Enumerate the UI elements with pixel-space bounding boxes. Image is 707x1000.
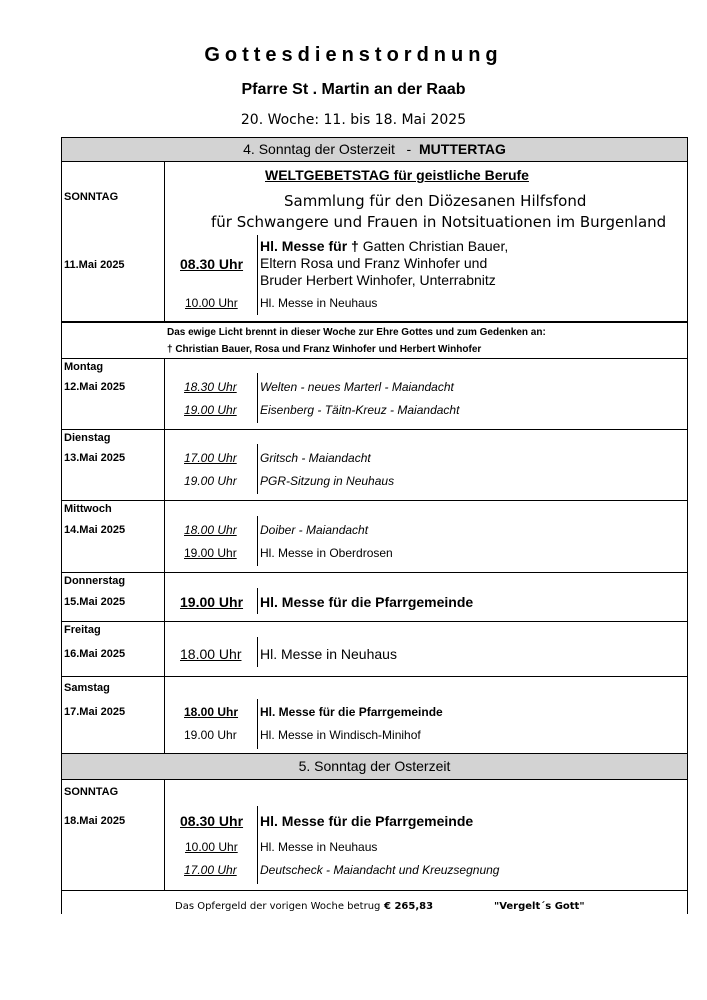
parish-name: Pfarre St . Martin an der Raab — [241, 81, 466, 98]
event: Hl. Messe für die Pfarrgemeinde — [260, 705, 443, 719]
column-divider — [164, 779, 165, 890]
divider — [62, 753, 687, 754]
divider — [62, 572, 687, 573]
weekday: SONNTAG — [64, 191, 119, 203]
time: 19.00 Uhr — [180, 594, 244, 610]
column-divider — [164, 358, 165, 753]
weekday: Samstag — [64, 682, 110, 694]
time: 18.00 Uhr — [184, 705, 239, 719]
collection-line: Sammlung für den Diözesanen Hilfsfond — [284, 192, 587, 210]
weekday: SONNTAG — [64, 786, 119, 798]
light-names: † Christian Bauer, Rosa und Franz Winhofer und Herbert Winhofer — [167, 344, 482, 355]
time: 08.30 Uhr — [180, 256, 244, 272]
time: 19.00 Uhr — [184, 546, 237, 560]
divider — [62, 500, 687, 501]
time: 19.00 Uhr — [184, 728, 237, 742]
event: Hl. Messe für † Gatten Christian Bauer, — [260, 238, 509, 254]
weekday: Montag — [64, 361, 104, 373]
event: Hl. Messe in Neuhaus — [260, 646, 397, 662]
event: Deutscheck - Maiandacht und Kreuzsegnung — [260, 863, 500, 877]
date: 14.Mai 2025 — [64, 524, 126, 536]
date: 12.Mai 2025 — [64, 381, 126, 393]
event: Hl. Messe in Oberdrosen — [260, 546, 393, 560]
time: 18.30 Uhr — [184, 380, 237, 394]
divider — [62, 779, 687, 780]
event: Hl. Messe in Windisch-Minihof — [260, 728, 421, 742]
event: PGR-Sitzung in Neuhaus — [260, 474, 395, 488]
divider — [62, 621, 687, 622]
time: 08.30 Uhr — [180, 813, 244, 829]
event: Hl. Messe für die Pfarrgemeinde — [260, 594, 474, 610]
offering-text: Das Opfergeld der vorigen Woche betrug — [175, 901, 381, 912]
notice: WELTGEBETSTAG für geistliche Berufe — [265, 167, 529, 183]
time: 10.00 Uhr — [185, 840, 238, 854]
time: 19.00 Uhr — [184, 403, 237, 417]
divider — [62, 358, 687, 359]
time: 19.00 Uhr — [184, 474, 237, 488]
offering-amount: € 265,83 — [384, 901, 434, 912]
date: 16.Mai 2025 — [64, 648, 126, 660]
time: 17.00 Uhr — [184, 863, 237, 877]
date: 11.Mai 2025 — [64, 259, 125, 271]
weekday: Mittwoch — [64, 503, 112, 515]
time: 18.00 Uhr — [184, 523, 237, 537]
divider — [62, 161, 687, 162]
weekday: Donnerstag — [64, 575, 126, 587]
week-range: 20. Woche: 11. bis 18. Mai 2025 — [240, 112, 467, 128]
column-divider — [164, 161, 165, 321]
divider — [62, 890, 687, 891]
event: Hl. Messe in Neuhaus — [260, 840, 378, 854]
divider — [62, 429, 687, 430]
schedule-table — [61, 137, 688, 914]
time: 17.00 Uhr — [184, 451, 237, 465]
page-title: Gottesdienstordnung — [204, 44, 503, 66]
time: 10.00 Uhr — [185, 296, 238, 310]
date: 18.Mai 2025 — [64, 815, 126, 827]
event: Hl. Messe in Neuhaus — [260, 296, 378, 310]
sunday2-banner-text: 5. Sonntag der Osterzeit — [298, 758, 451, 774]
time: 18.00 Uhr — [180, 646, 242, 662]
date: 17.Mai 2025 — [64, 706, 126, 718]
event: Gritsch - Maiandacht — [260, 451, 371, 465]
event: Doiber - Maiandacht — [260, 523, 369, 537]
collection-line: für Schwangere und Frauen in Notsituationen im Burgenland — [211, 213, 667, 231]
event: Hl. Messe für die Pfarrgemeinde — [260, 813, 474, 829]
thanks-text: "Vergelt´s Gott" — [494, 901, 585, 912]
weekday: Dienstag — [64, 432, 111, 444]
divider — [62, 321, 687, 323]
event: Bruder Herbert Winhofer, Unterrabnitz — [260, 272, 496, 288]
date: 15.Mai 2025 — [64, 596, 126, 608]
weekday: Freitag — [64, 624, 101, 636]
date: 13.Mai 2025 — [64, 452, 126, 464]
light-notice: Das ewige Licht brennt in dieser Woche zur Ehre Gottes und zum Gedenken an: — [167, 327, 546, 338]
event: Eltern Rosa und Franz Winhofer und — [260, 255, 488, 271]
event: Eisenberg - Täitn-Kreuz - Maiandacht — [260, 403, 460, 417]
event: Welten - neues Marterl - Maiandacht — [260, 380, 454, 394]
divider — [62, 676, 687, 677]
sunday1-banner-text: 4. Sonntag der Osterzeit - MUTTERTAG — [243, 141, 506, 157]
